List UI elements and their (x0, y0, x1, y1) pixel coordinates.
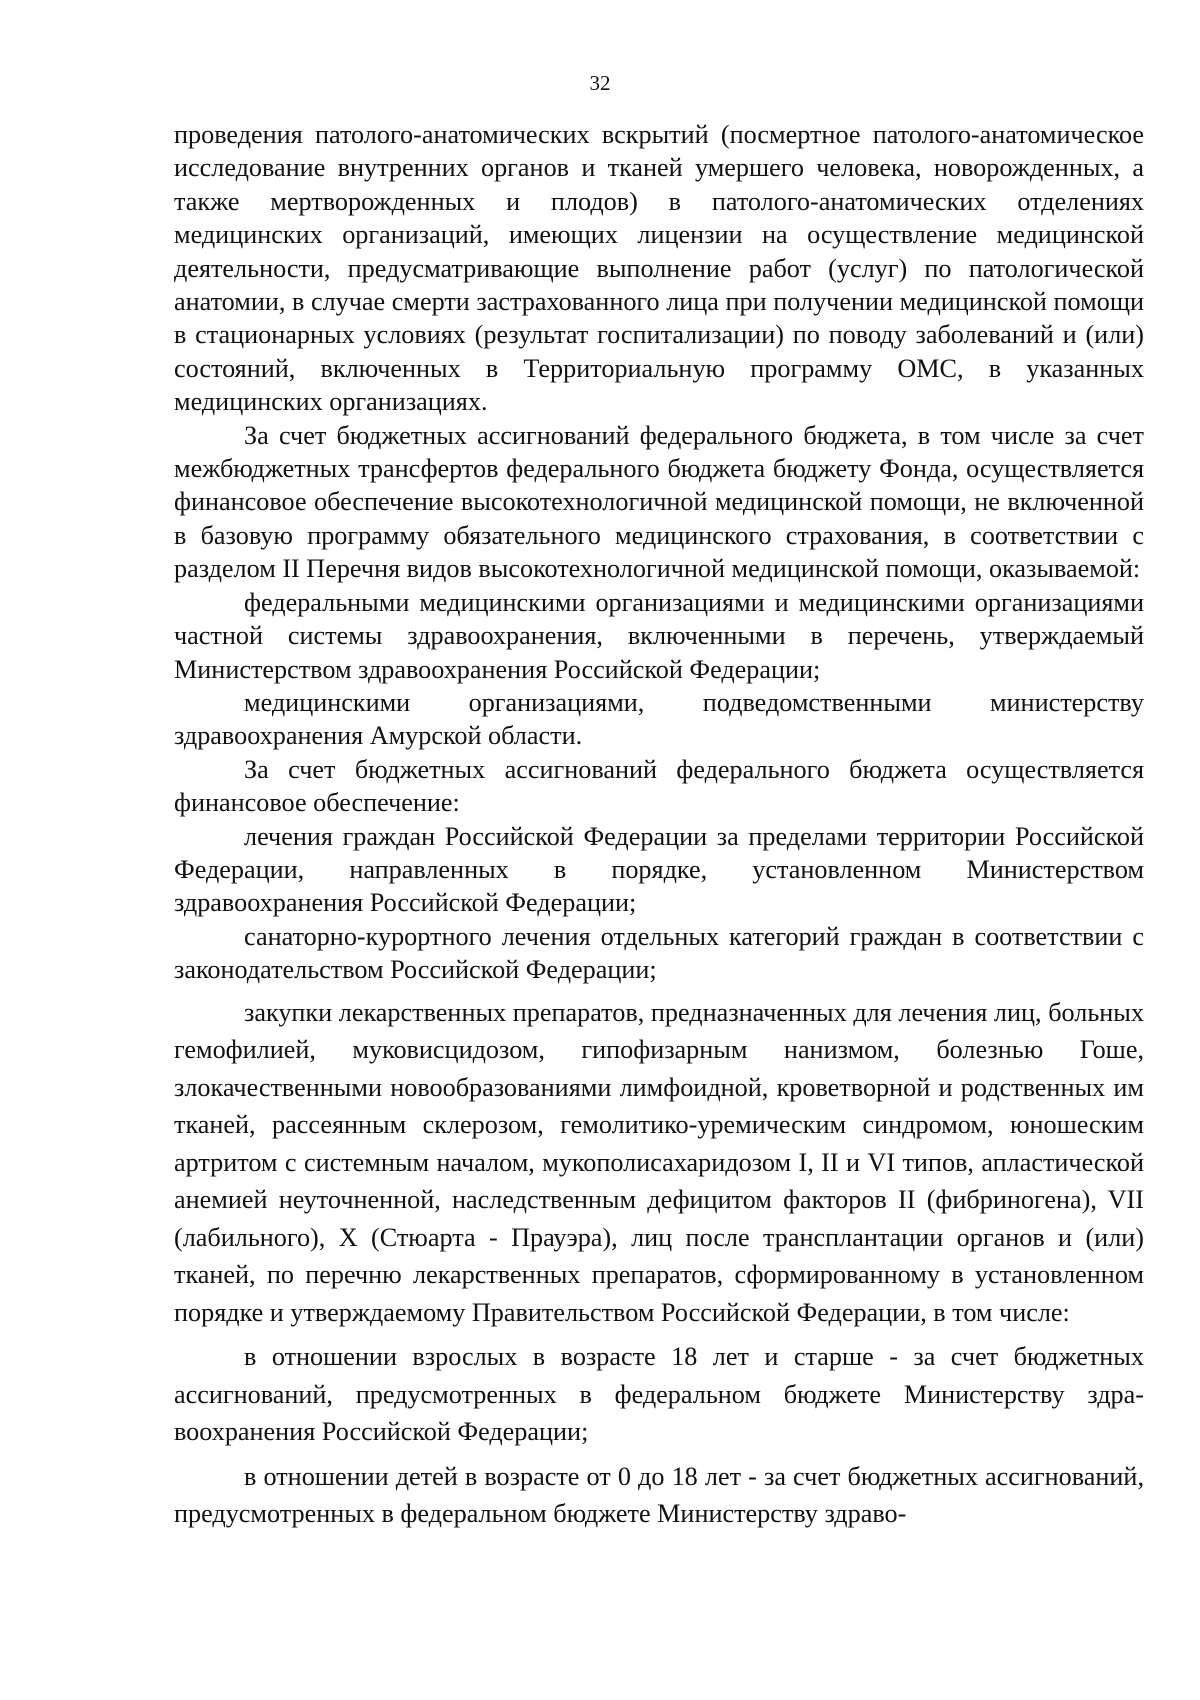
paragraph-sanatorium-treatment: санаторно-курортного лечения отдельных категорий граждан в соответствии с законодательством Российской Федерации; (174, 921, 1144, 985)
paragraph-treatment-abroad: лечения граждан Российской Федерации за пределами территории Российской Федерации, направленных в порядке, установленном Министерством здравоохранения Российской Федерации; (174, 821, 1144, 918)
paragraph-adults: в отношении взрослых в возрасте 18 лет и старше - за счет бюджетных ассигнований, предусмотренных в федеральном бюджете Министерству здравоохранения Российской Федерации; (174, 1342, 1144, 1447)
document-body (174, 118, 1144, 1533)
paragraph-federal-budget-hitech: За счет бюджетных ассигнований федерального бюджета, в том числе за счет межбюджетных трансфертов федерального бюджета бюджету Фонда, осуществляется финансовое обеспечение высокотехнологичной медицинской помощи, не включенной в базовую программу обязательного медицинского страхования, в соответствии с разделом II Перечня видов высокотехнологичной медицинской помощи, оказываемой: (174, 420, 1144, 584)
paragraph-children: в отношении детей в возрасте от 0 до 18 лет - за счет бюджетных ассигнований, предусмотренных в федеральном бюджете Министерству здраво- (174, 1461, 1144, 1529)
paragraph-autopsy-continuation: проведения патолого-анатомических вскрытий (посмертное патолого-анатомическое исследование внутренних органов и тканей умершего человека, новорожденных, а также мертворожденных и плодов) в патолого-анатомических отделениях медицинских организаций, имеющих лицензии на осуществление медицинской деятельности, предусматривающие выполнение работ (услуг) по патологической анатомии, в случае смерти застрахованного лица при получении медицинской помощи в стационарных условиях (результат госпитализации) по поводу заболеваний и (или) состояний, включенных в Территориальную программу ОМС, в указанных медицинских организациях. (174, 120, 1144, 417)
paragraph-federal-organizations: федеральными медицинскими организациями и медицинскими организациями частной системы здравоохранения, включенными в перечень, утверждаемый Министерством здравоохранения Российской Федерации; (174, 587, 1144, 684)
page-number: 32 (589, 71, 611, 95)
paragraph-drug-procurement: закупки лекарственных препаратов, предназначенных для лечения лиц, больных гемофилией, муковисцидозом, гипофизарным нанизмом, болезнью Гоше, злокачественными новообразованиями лимфоидной, кроветворной и родственных им тканей, рассеянным склерозом, гемолитико-уремическим синдромом, юношеским артритом с системным началом, мукополисахаридозом I, II и VI типов, апластической анемией неуточненной, наследственным дефицитом факторов II (фибриногена), VII (лабильного), X (Стюарта - Прауэра), лиц после трансплантации органов и (или) тканей, по перечню лекарственных препаратов, сформированному в установленном порядке и утверждаемому Правительством Российской Федерации, в том числе: (174, 997, 1144, 1327)
paragraph-amur-organizations: медицинскими организациями, подведомственными министерству здравоохранения Амурской области. (174, 687, 1144, 751)
paragraph-federal-budget-financing: За счет бюджетных ассигнований федерального бюджета осуществляется финансовое обеспечение: (174, 754, 1144, 818)
